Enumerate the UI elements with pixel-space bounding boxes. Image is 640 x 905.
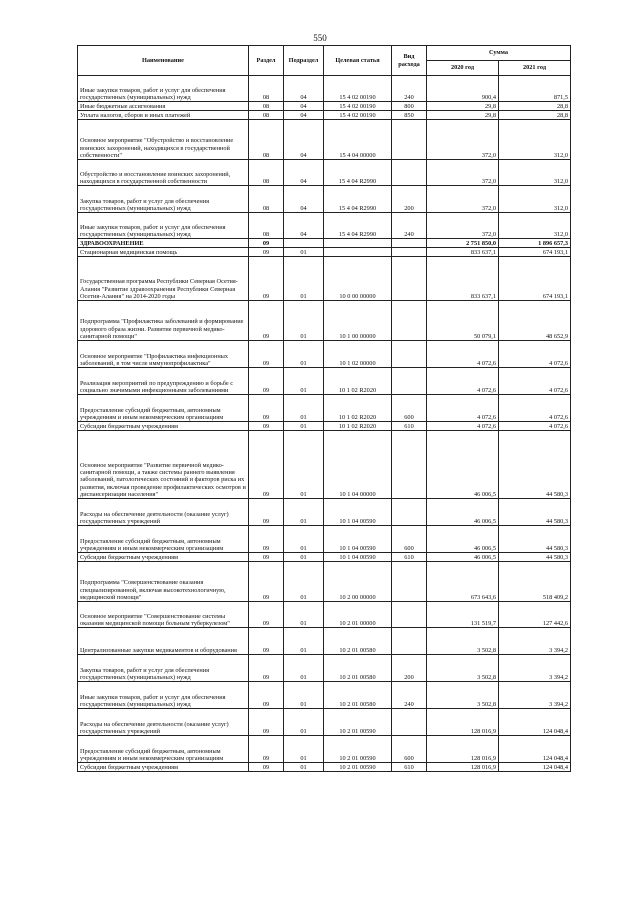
cell-sum-2020: 128 016,9 bbox=[427, 736, 499, 763]
table-row bbox=[78, 239, 571, 248]
cell-subsection: 01 bbox=[284, 422, 324, 431]
header-year-2021: 2021 год bbox=[499, 61, 571, 76]
cell-sum-2021: 3 394,2 bbox=[499, 655, 571, 682]
table-row bbox=[78, 111, 571, 120]
cell-section: 08 bbox=[249, 111, 284, 120]
cell-sum-2021: 44 580,3 bbox=[499, 499, 571, 526]
cell-sum-2021: 518 409,2 bbox=[499, 562, 571, 602]
cell-sum-2021: 312,0 bbox=[499, 120, 571, 160]
cell-target-article: 15 4 02 00190 bbox=[324, 76, 392, 102]
table-row bbox=[78, 160, 571, 186]
cell-sum-2021: 28,8 bbox=[499, 111, 571, 120]
cell-target-article: 10 2 01 00580 bbox=[324, 655, 392, 682]
table-row bbox=[78, 763, 571, 772]
header-year-2020: 2020 год bbox=[427, 61, 499, 76]
cell-sum-2021: 127 442,6 bbox=[499, 602, 571, 628]
cell-sum-2020: 4 072,6 bbox=[427, 395, 499, 422]
cell-sum-2020: 128 016,9 bbox=[427, 709, 499, 736]
table-row bbox=[78, 102, 571, 111]
cell-subsection: 04 bbox=[284, 120, 324, 160]
cell-expense-type bbox=[392, 120, 427, 160]
cell-sum-2020: 46 006,5 bbox=[427, 553, 499, 562]
cell-subsection: 01 bbox=[284, 562, 324, 602]
table-row bbox=[78, 553, 571, 562]
cell-expense-type bbox=[392, 160, 427, 186]
cell-target-article: 10 0 00 00000 bbox=[324, 257, 392, 301]
cell-subsection: 01 bbox=[284, 763, 324, 772]
cell-subsection: 01 bbox=[284, 431, 324, 499]
cell-target-article: 10 2 01 00000 bbox=[324, 602, 392, 628]
cell-sum-2020: 3 502,8 bbox=[427, 682, 499, 709]
cell-name: Предоставление субсидий бюджетным, автономным учреждениям и иным некоммерческим организациям bbox=[78, 736, 249, 763]
table-row bbox=[78, 431, 571, 499]
cell-section: 08 bbox=[249, 120, 284, 160]
cell-section: 09 bbox=[249, 736, 284, 763]
cell-subsection: 01 bbox=[284, 553, 324, 562]
cell-sum-2020: 372,0 bbox=[427, 160, 499, 186]
cell-subsection: 01 bbox=[284, 655, 324, 682]
cell-expense-type bbox=[392, 248, 427, 257]
table-row bbox=[78, 257, 571, 301]
cell-sum-2021: 4 072,6 bbox=[499, 422, 571, 431]
cell-target-article: 10 1 02 R2020 bbox=[324, 395, 392, 422]
cell-section: 09 bbox=[249, 526, 284, 553]
cell-sum-2020: 50 079,1 bbox=[427, 301, 499, 341]
cell-sum-2020: 372,0 bbox=[427, 120, 499, 160]
table-row bbox=[78, 368, 571, 395]
cell-subsection: 01 bbox=[284, 257, 324, 301]
cell-sum-2020: 29,8 bbox=[427, 111, 499, 120]
table-row bbox=[78, 709, 571, 736]
table-row bbox=[78, 682, 571, 709]
table-row bbox=[78, 602, 571, 628]
cell-section: 09 bbox=[249, 655, 284, 682]
cell-name: Предоставление субсидий бюджетным, автономным учреждениям и иным некоммерческим организациям bbox=[78, 526, 249, 553]
header-section: Раздел bbox=[249, 46, 284, 76]
cell-subsection: 01 bbox=[284, 526, 324, 553]
header-expense-type: Вид расхода bbox=[392, 46, 427, 76]
cell-sum-2021: 1 896 657,3 bbox=[499, 239, 571, 248]
header-sum: Сумма bbox=[427, 46, 571, 61]
cell-name: ЗДРАВООХРАНЕНИЕ bbox=[78, 239, 249, 248]
cell-name: Предоставление субсидий бюджетным, автономным учреждениям и иным некоммерческим организациям bbox=[78, 395, 249, 422]
cell-subsection: 01 bbox=[284, 499, 324, 526]
cell-name: Закупка товаров, работ и услуг для обеспечения государственных (муниципальных) нужд bbox=[78, 655, 249, 682]
cell-target-article: 10 1 04 00000 bbox=[324, 431, 392, 499]
cell-section: 09 bbox=[249, 431, 284, 499]
table-row bbox=[78, 736, 571, 763]
cell-section: 08 bbox=[249, 76, 284, 102]
cell-sum-2021: 28,8 bbox=[499, 102, 571, 111]
cell-name: Расходы на обеспечение деятельности (оказание услуг) государственных учреждений bbox=[78, 499, 249, 526]
cell-target-article: 10 1 02 R2020 bbox=[324, 368, 392, 395]
table-row bbox=[78, 422, 571, 431]
cell-name: Иные закупки товаров, работ и услуг для обеспечения государственных (муниципальных) нужд bbox=[78, 213, 249, 239]
cell-section: 09 bbox=[249, 562, 284, 602]
cell-name: Подпрограмма "Профилактика заболеваний и формирование здорового образа жизни. Развитие первичной медико-санитарной помощи" bbox=[78, 301, 249, 341]
cell-expense-type: 610 bbox=[392, 422, 427, 431]
table-row bbox=[78, 213, 571, 239]
cell-section: 09 bbox=[249, 257, 284, 301]
cell-target-article: 10 1 00 00000 bbox=[324, 301, 392, 341]
cell-section: 09 bbox=[249, 628, 284, 655]
table-row bbox=[78, 499, 571, 526]
cell-sum-2020: 46 006,5 bbox=[427, 499, 499, 526]
cell-section: 09 bbox=[249, 341, 284, 368]
cell-expense-type bbox=[392, 562, 427, 602]
cell-expense-type: 850 bbox=[392, 111, 427, 120]
cell-section: 09 bbox=[249, 395, 284, 422]
cell-sum-2020: 833 637,1 bbox=[427, 248, 499, 257]
cell-sum-2021: 44 580,3 bbox=[499, 526, 571, 553]
cell-expense-type bbox=[392, 431, 427, 499]
cell-sum-2020: 673 643,6 bbox=[427, 562, 499, 602]
table-row bbox=[78, 301, 571, 341]
cell-name: Иные бюджетные ассигнования bbox=[78, 102, 249, 111]
cell-expense-type: 200 bbox=[392, 655, 427, 682]
cell-target-article: 10 2 01 00580 bbox=[324, 628, 392, 655]
cell-expense-type bbox=[392, 368, 427, 395]
cell-subsection: 01 bbox=[284, 736, 324, 763]
cell-sum-2021: 3 394,2 bbox=[499, 682, 571, 709]
cell-sum-2020: 2 751 850,0 bbox=[427, 239, 499, 248]
table-row bbox=[78, 341, 571, 368]
cell-expense-type: 240 bbox=[392, 76, 427, 102]
cell-sum-2020: 29,8 bbox=[427, 102, 499, 111]
cell-target-article: 10 2 01 00590 bbox=[324, 709, 392, 736]
cell-target-article: 10 1 02 00000 bbox=[324, 341, 392, 368]
cell-target-article: 15 4 04 R2990 bbox=[324, 186, 392, 213]
cell-target-article bbox=[324, 248, 392, 257]
cell-expense-type bbox=[392, 301, 427, 341]
cell-expense-type bbox=[392, 341, 427, 368]
cell-sum-2020: 3 502,8 bbox=[427, 628, 499, 655]
cell-target-article: 10 2 01 00590 bbox=[324, 763, 392, 772]
cell-target-article: 10 2 01 00580 bbox=[324, 682, 392, 709]
cell-expense-type bbox=[392, 257, 427, 301]
cell-section: 09 bbox=[249, 248, 284, 257]
cell-name: Основное мероприятие "Совершенствование системы оказания медицинской помощи больным туберкулезом" bbox=[78, 602, 249, 628]
cell-section: 09 bbox=[249, 709, 284, 736]
cell-sum-2020: 4 072,6 bbox=[427, 341, 499, 368]
cell-name: Государственная программа Республики Северная Осетия-Алания "Развитие здравоохранения Республики Северная Осетия-Алания" на 2014-2020 годы bbox=[78, 257, 249, 301]
cell-sum-2020: 372,0 bbox=[427, 186, 499, 213]
cell-name: Субсидии бюджетным учреждениям bbox=[78, 553, 249, 562]
cell-expense-type bbox=[392, 239, 427, 248]
cell-subsection: 01 bbox=[284, 248, 324, 257]
cell-subsection: 04 bbox=[284, 160, 324, 186]
cell-section: 08 bbox=[249, 102, 284, 111]
cell-target-article: 15 4 04 R2990 bbox=[324, 213, 392, 239]
cell-expense-type bbox=[392, 499, 427, 526]
cell-section: 08 bbox=[249, 160, 284, 186]
cell-target-article: 15 4 04 R2990 bbox=[324, 160, 392, 186]
cell-section: 09 bbox=[249, 368, 284, 395]
table-row bbox=[78, 628, 571, 655]
cell-sum-2021: 124 048,4 bbox=[499, 763, 571, 772]
cell-expense-type bbox=[392, 628, 427, 655]
cell-name: Централизованные закупки медикаментов и оборудования bbox=[78, 628, 249, 655]
cell-sum-2021: 871,5 bbox=[499, 76, 571, 102]
header-name: Наименование bbox=[78, 46, 249, 76]
cell-expense-type: 600 bbox=[392, 395, 427, 422]
cell-expense-type bbox=[392, 602, 427, 628]
cell-sum-2021: 4 072,6 bbox=[499, 395, 571, 422]
header-target-article: Целевая статья bbox=[324, 46, 392, 76]
cell-subsection: 01 bbox=[284, 602, 324, 628]
cell-subsection bbox=[284, 239, 324, 248]
table-body bbox=[78, 76, 571, 772]
cell-subsection: 01 bbox=[284, 301, 324, 341]
table-row bbox=[78, 526, 571, 553]
cell-section: 09 bbox=[249, 422, 284, 431]
cell-name: Иные закупки товаров, работ и услуг для обеспечения государственных (муниципальных) нужд bbox=[78, 682, 249, 709]
cell-subsection: 04 bbox=[284, 76, 324, 102]
cell-name: Основное мероприятие "Развитие первичной медико-санитарной помощи, а также системы раннего выявления заболеваний, патологических состояний и факторов риска их развития, включая проведение профилактических осмотров и диспансеризации населения" bbox=[78, 431, 249, 499]
cell-name: Иные закупки товаров, работ и услуг для обеспечения государственных (муниципальных) нужд bbox=[78, 76, 249, 102]
table-row bbox=[78, 76, 571, 102]
cell-sum-2021: 44 580,3 bbox=[499, 553, 571, 562]
cell-target-article: 15 4 02 00190 bbox=[324, 111, 392, 120]
cell-sum-2021: 312,0 bbox=[499, 186, 571, 213]
cell-name: Обустройство и восстановление воинских захоронений, находящихся в государственной собственности bbox=[78, 160, 249, 186]
cell-target-article: 10 2 00 00000 bbox=[324, 562, 392, 602]
cell-sum-2021: 124 048,4 bbox=[499, 709, 571, 736]
cell-sum-2021: 674 193,1 bbox=[499, 248, 571, 257]
cell-sum-2020: 833 637,1 bbox=[427, 257, 499, 301]
cell-expense-type: 800 bbox=[392, 102, 427, 111]
cell-target-article: 15 4 02 00190 bbox=[324, 102, 392, 111]
cell-section: 09 bbox=[249, 763, 284, 772]
cell-sum-2020: 46 006,5 bbox=[427, 431, 499, 499]
cell-expense-type: 200 bbox=[392, 186, 427, 213]
cell-sum-2021: 3 394,2 bbox=[499, 628, 571, 655]
cell-section: 08 bbox=[249, 186, 284, 213]
cell-sum-2021: 48 652,9 bbox=[499, 301, 571, 341]
cell-section: 09 bbox=[249, 499, 284, 526]
cell-subsection: 04 bbox=[284, 111, 324, 120]
table-row bbox=[78, 395, 571, 422]
cell-sum-2020: 46 006,5 bbox=[427, 526, 499, 553]
cell-section: 09 bbox=[249, 602, 284, 628]
cell-expense-type: 600 bbox=[392, 736, 427, 763]
cell-subsection: 04 bbox=[284, 186, 324, 213]
cell-sum-2021: 312,0 bbox=[499, 213, 571, 239]
table-row bbox=[78, 655, 571, 682]
cell-subsection: 01 bbox=[284, 395, 324, 422]
cell-target-article: 10 1 04 00590 bbox=[324, 499, 392, 526]
cell-sum-2021: 4 072,6 bbox=[499, 341, 571, 368]
cell-target-article bbox=[324, 239, 392, 248]
cell-sum-2020: 4 072,6 bbox=[427, 368, 499, 395]
cell-name: Расходы на обеспечение деятельности (оказание услуг) государственных учреждений bbox=[78, 709, 249, 736]
header-row-top bbox=[78, 46, 571, 61]
cell-sum-2021: 4 072,6 bbox=[499, 368, 571, 395]
cell-expense-type: 610 bbox=[392, 763, 427, 772]
cell-name: Субсидии бюджетным учреждениям bbox=[78, 422, 249, 431]
cell-name: Основное мероприятие "Профилактика инфекционных заболеваний, в том числе иммунопрофилактика" bbox=[78, 341, 249, 368]
cell-section: 08 bbox=[249, 213, 284, 239]
table-row bbox=[78, 120, 571, 160]
cell-sum-2021: 312,0 bbox=[499, 160, 571, 186]
cell-sum-2020: 131 519,7 bbox=[427, 602, 499, 628]
table-row bbox=[78, 248, 571, 257]
header-subsection: Подраздел bbox=[284, 46, 324, 76]
cell-name: Основное мероприятие "Обустройство и восстановление воинских захоронений, находящихся в государственной собственности" bbox=[78, 120, 249, 160]
cell-sum-2020: 4 072,6 bbox=[427, 422, 499, 431]
cell-name: Уплата налогов, сборов и иных платежей bbox=[78, 111, 249, 120]
cell-target-article: 10 2 01 00590 bbox=[324, 736, 392, 763]
cell-name: Подпрограмма "Совершенствование оказания специализированной, включая высокотехнологичную, медицинской помощи" bbox=[78, 562, 249, 602]
cell-subsection: 01 bbox=[284, 341, 324, 368]
cell-subsection: 04 bbox=[284, 102, 324, 111]
cell-expense-type: 600 bbox=[392, 526, 427, 553]
cell-expense-type: 240 bbox=[392, 213, 427, 239]
cell-section: 09 bbox=[249, 682, 284, 709]
cell-section: 09 bbox=[249, 301, 284, 341]
cell-sum-2020: 900,4 bbox=[427, 76, 499, 102]
table-row bbox=[78, 562, 571, 602]
cell-name: Реализация мероприятий по предупреждению и борьбе с социально значимыми инфекционными заболеваниями bbox=[78, 368, 249, 395]
cell-section: 09 bbox=[249, 553, 284, 562]
cell-sum-2021: 674 193,1 bbox=[499, 257, 571, 301]
cell-sum-2020: 3 502,8 bbox=[427, 655, 499, 682]
cell-subsection: 01 bbox=[284, 368, 324, 395]
cell-target-article: 15 4 04 00000 bbox=[324, 120, 392, 160]
cell-sum-2020: 128 016,9 bbox=[427, 763, 499, 772]
cell-target-article: 10 1 02 R2020 bbox=[324, 422, 392, 431]
page-number: 550 bbox=[313, 33, 327, 43]
cell-name: Субсидии бюджетным учреждениям bbox=[78, 763, 249, 772]
cell-subsection: 01 bbox=[284, 628, 324, 655]
cell-expense-type bbox=[392, 709, 427, 736]
cell-sum-2021: 124 048,4 bbox=[499, 736, 571, 763]
cell-subsection: 01 bbox=[284, 709, 324, 736]
cell-name: Закупка товаров, работ и услуг для обеспечения государственных (муниципальных) нужд bbox=[78, 186, 249, 213]
cell-subsection: 04 bbox=[284, 213, 324, 239]
cell-sum-2020: 372,0 bbox=[427, 213, 499, 239]
cell-sum-2021: 44 580,3 bbox=[499, 431, 571, 499]
cell-name: Стационарная медицинская помощь bbox=[78, 248, 249, 257]
cell-target-article: 10 1 04 00590 bbox=[324, 526, 392, 553]
cell-section: 09 bbox=[249, 239, 284, 248]
cell-expense-type: 610 bbox=[392, 553, 427, 562]
cell-target-article: 10 1 04 00590 bbox=[324, 553, 392, 562]
table-row bbox=[78, 186, 571, 213]
cell-subsection: 01 bbox=[284, 682, 324, 709]
cell-expense-type: 240 bbox=[392, 682, 427, 709]
budget-table bbox=[77, 45, 571, 772]
